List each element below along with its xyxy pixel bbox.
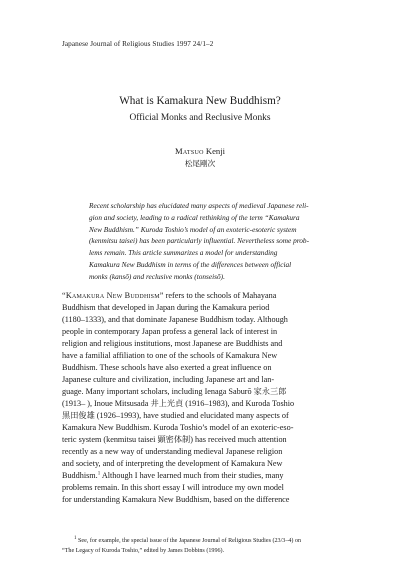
footnote-marker: 1 bbox=[74, 535, 77, 541]
body-line: religion and religious institutions, most Japanese are Buddhists and bbox=[62, 339, 283, 348]
footnote-text: See, for example, the special issue of the Japanese Journal of Religious Studies (23/3–4) on bbox=[76, 538, 302, 544]
body-line bbox=[62, 470, 344, 482]
body-line: Buddhism. These schools have also exerted a great influence on bbox=[62, 363, 272, 372]
body-line: people in contemporary Japan profess a general lack of interest in bbox=[62, 327, 278, 336]
body-line: recently as a new way of understanding medieval Japanese religion bbox=[62, 447, 283, 456]
body-line: problems remain. In this short essay I will introduce my own model bbox=[62, 483, 284, 492]
body-line: for understanding Kamakura New Buddhism, based on the difference bbox=[62, 495, 290, 504]
author-name bbox=[0, 146, 400, 156]
body-lead-smallcaps: “Kamakura New Buddhism” bbox=[62, 291, 164, 300]
body-line: 黒田俊雄 (1926–1993), have studied and elucidated many aspects of bbox=[62, 411, 289, 420]
body-line bbox=[62, 290, 344, 302]
abstract-line: (kenmitsu taisei) has been particularly influential. Nevertheless some prob- bbox=[89, 236, 310, 246]
body-line: guage. Many important scholars, including Ienaga Saburō 家永三郎 bbox=[62, 387, 287, 396]
abstract-line: Kamakura New Buddhism in terms of the differences between official bbox=[89, 259, 292, 269]
footnote-line: “The Legacy of Kuroda Toshio,” edited by James Dobbins (1996). bbox=[62, 547, 225, 554]
body-line: teric system (kenmitsu taisei 顕密体制) has received much attention bbox=[62, 435, 287, 444]
footnote bbox=[62, 537, 344, 556]
body-line: Buddhism that developed in Japan during the Kamakura period bbox=[62, 303, 270, 312]
author-surname: Matsuo bbox=[174, 146, 204, 156]
abstract-line: monks (kansō) and reclusive monks (tonseisō). bbox=[89, 271, 225, 281]
journal-header: Japanese Journal of Religious Studies 1997 24/1–2 bbox=[62, 40, 214, 48]
abstract-line: New Buddhism.” Kuroda Toshio’s model of an exoteric-esoteric system bbox=[89, 224, 297, 234]
body-line: Kamakura New Buddhism. Kuroda Toshio’s model of an exoteric-eso- bbox=[62, 423, 294, 432]
article-subtitle: Official Monks and Reclusive Monks bbox=[129, 113, 271, 123]
body-text-fragment: Buddhism. bbox=[62, 471, 98, 480]
footnote-reference[interactable]: 1 bbox=[97, 471, 101, 477]
body-line: Japanese culture and civilization, including Japanese art and lan- bbox=[62, 375, 275, 384]
body-line: have a familial affiliation to one of the schools of Kamakura New bbox=[62, 351, 278, 360]
body-line: (1180–1333), and that dominate Japanese Buddhism today. Although bbox=[62, 315, 288, 324]
abstract-line: gion and society, leading to a radical rethinking of the term “Kamakura bbox=[89, 212, 300, 222]
abstract bbox=[89, 200, 329, 283]
body-text bbox=[62, 290, 344, 506]
author-given-name: Kenji bbox=[203, 146, 226, 156]
footnote-line bbox=[62, 537, 344, 547]
article-title: What is Kamakura New Buddhism? bbox=[119, 95, 281, 107]
body-lead-rest: refers to the schools of Mahayana bbox=[163, 291, 277, 300]
body-line: (1913– ), Inoue Mitsusada 井上光貞 (1916–1983), and Kuroda Toshio bbox=[62, 399, 295, 408]
body-text-fragment: Although I have learned much from their studies, many bbox=[100, 471, 284, 480]
abstract-line: lems remain. This article summarizes a model for understanding bbox=[89, 248, 278, 258]
abstract-line: Recent scholarship has elucidated many aspects of medieval Japanese reli- bbox=[89, 201, 309, 210]
author-name-japanese: 松尾剛次 bbox=[184, 159, 216, 168]
body-line: and society, and of interpreting the development of Kamakura New bbox=[62, 459, 283, 468]
